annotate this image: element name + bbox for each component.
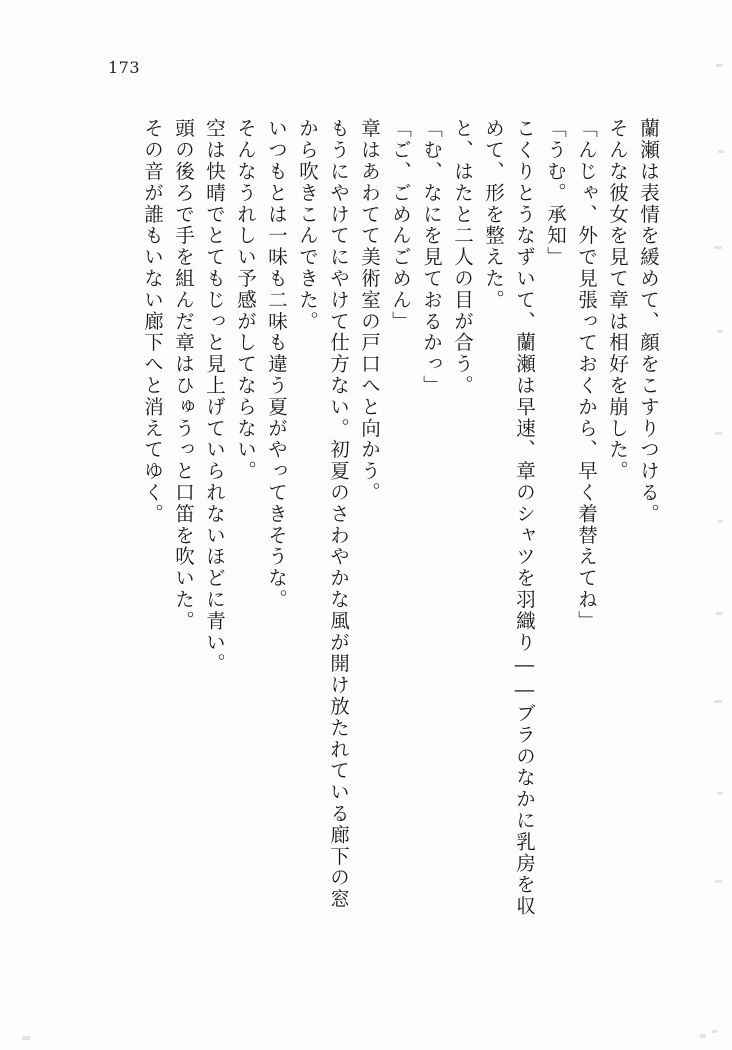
text-line: 「うむ。承知」 xyxy=(544,118,567,268)
scan-artifact xyxy=(715,880,722,883)
text-line: めて、形を整えた。 xyxy=(482,118,505,311)
text-line: もうにやけてにやけて仕方ない。初夏のさわやかな風が開け放たれている廊下の窓 xyxy=(327,118,350,910)
scan-artifact xyxy=(714,246,722,249)
scan-artifact xyxy=(717,792,723,795)
page-number: 173 xyxy=(108,58,141,77)
text-line: から吹きこんできた。 xyxy=(296,118,319,332)
text-line: 空は快晴でとてもじっと見上げていられないほどに青い。 xyxy=(203,118,226,675)
scan-artifact xyxy=(714,700,722,703)
text-line: 章はあわてて美術室の戸口へと向かう。 xyxy=(358,118,381,504)
text-line: その音が誰もいない廊下へと消えてゆく。 xyxy=(141,118,164,525)
text-line: そんなうれしい予感がしてならない。 xyxy=(234,118,257,482)
scan-artifact xyxy=(718,520,723,523)
text-line: 「ご、ごめんごめん」 xyxy=(389,118,412,332)
scan-artifact xyxy=(712,1030,717,1033)
vertical-text-block xyxy=(131,118,658,958)
scan-artifact xyxy=(718,150,724,153)
text-line: 「んじゃ、外で見張っておくから、早く着替えてね」 xyxy=(575,118,598,632)
text-line: こくりとうなずいて、蘭瀬は早速、章のシャツを羽織り――ブラのなかに乳房を収 xyxy=(513,118,536,917)
scan-artifact xyxy=(716,612,723,615)
text-line: 蘭瀬は表情を緩めて、顔をこすりつける。 xyxy=(637,118,660,525)
text-line: 頭の後ろで手を組んだ章はひゅうっと口笛を吹いた。 xyxy=(172,118,195,632)
scan-artifact xyxy=(715,432,722,435)
scan-artifact xyxy=(22,1036,30,1040)
scan-artifact xyxy=(716,64,723,67)
text-line: いつもとは一味も二味も違う夏がやってきそうな。 xyxy=(265,118,288,611)
text-line: と、はたと二人の目が合う。 xyxy=(451,118,474,397)
scan-artifact xyxy=(717,330,723,333)
text-line: 「む、なにを見ておるかっ」 xyxy=(420,118,443,397)
scan-artifact xyxy=(700,1034,706,1038)
text-line: そんな彼女を見て章は相好を崩した。 xyxy=(606,118,629,482)
